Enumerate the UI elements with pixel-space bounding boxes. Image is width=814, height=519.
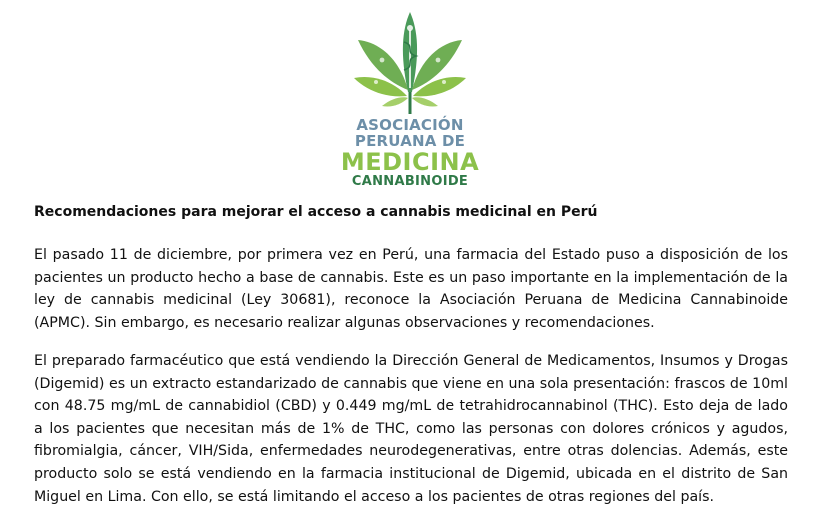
logo-line-peruana-de: PERUANA DE <box>354 132 466 150</box>
logo-line-asociacion: ASOCIACIÓN <box>356 116 464 134</box>
article-paragraph-2: El preparado farmacéutico que está vendiendo la Dirección General de Medicamentos, Insumos y Drogas (Digemid) es un extracto estandarizado de cannabis que viene en una sola presentación: frascos de 10ml con 48.75 mg/mL de cannabidiol (CBD) y 0.449 mg/mL de tetrahidrocannabinol (THC). Esto deja de lado a los pacientes que necesitan más de 1% de THC, como las personas con dolores crónicos y agudos, fibromialgia, cáncer, VIH/Sida, enfermedades neurodegenerativas, entre otras dolencias. Además, este producto solo se está vendiendo en la farmacia institucional de Digemid, ubicada en el distrito de San Miguel en Lima. Con ello, se está limitando el acceso a los pacientes de otras regiones del país. <box>34 353 788 505</box>
article-title: Recomendaciones para mejorar el acceso a cannabis medicinal en Perú <box>34 204 598 220</box>
logo-wordmark <box>340 118 480 188</box>
logo-line-medicina: MEDICINA <box>340 148 480 176</box>
logo-line-cannabinoide: CANNABINOIDE <box>351 174 469 189</box>
cannabis-leaf-logo-icon <box>352 8 468 116</box>
article-paragraph-1: El pasado 11 de diciembre, por primera vez en Perú, una farmacia del Estado puso a disposición de los pacientes un producto hecho a base de cannabis. Este es un paso importante en la implementación de la ley de cannabis medicinal (Ley 30681), reconoce la Asociación Peruana de Medicina Cannabinoide (APMC). Sin embargo, es necesario realizar algunas observaciones y recomendaciones. <box>34 247 788 331</box>
apmc-logo <box>340 8 480 189</box>
